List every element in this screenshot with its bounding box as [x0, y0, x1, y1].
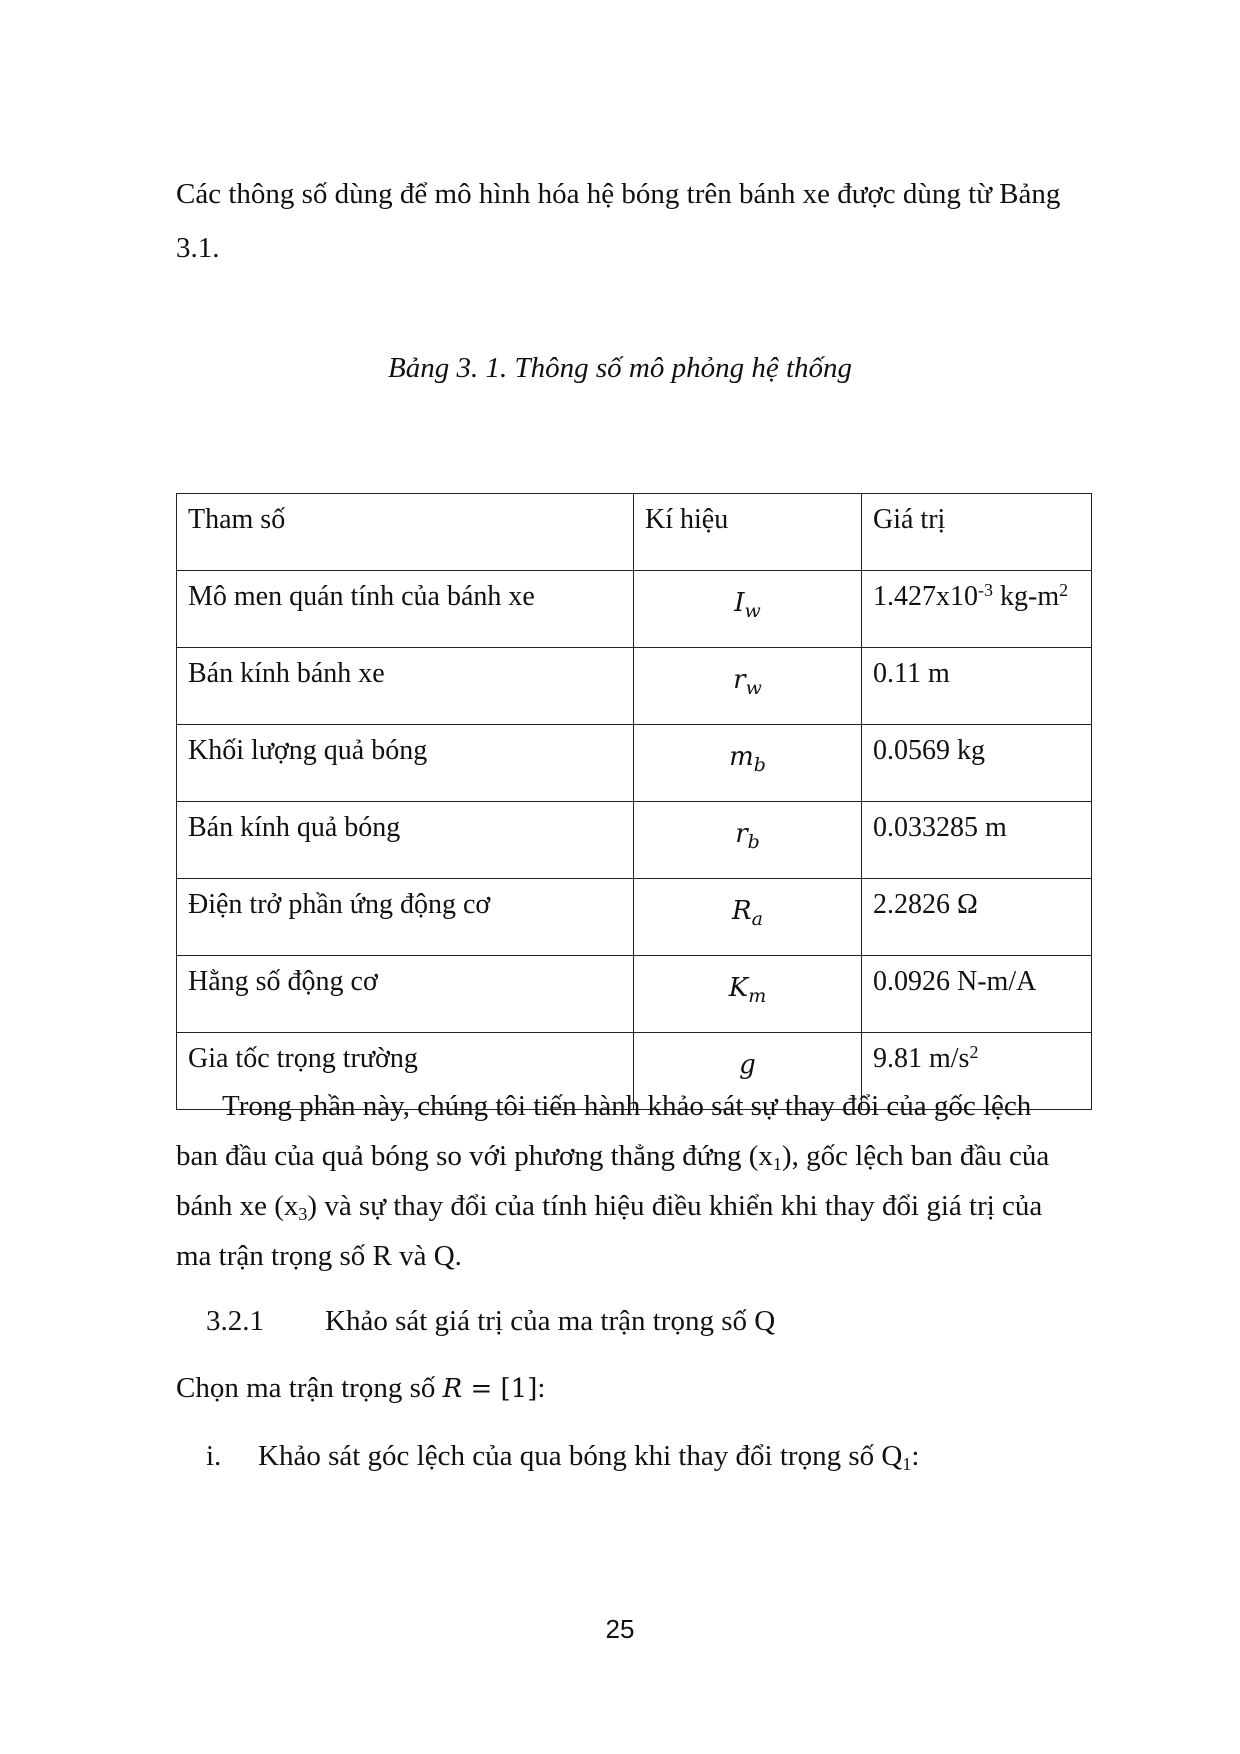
table-row: [177, 879, 1092, 956]
table-row: [177, 648, 1092, 725]
parameter-value: $1.427x10^{-3}$ $kg-m^2$: [862, 571, 1092, 648]
table-header-row: [177, 494, 1092, 571]
table-row: [177, 802, 1092, 879]
header-symbol: Kí hiệu: [634, 494, 862, 571]
page-number: 25: [605, 1614, 635, 1644]
parameter-value: 9.81 $m/s^2$: [862, 1033, 1092, 1110]
parameter-name: Gia tốc trọng trường: [177, 1033, 634, 1110]
section-number: 3.2.1: [206, 1305, 264, 1337]
section-title: Khảo sát giá trị của ma trận trọng số Q: [325, 1305, 776, 1337]
table-row: [177, 571, 1092, 648]
parameter-value: 0.11 m: [862, 648, 1092, 725]
parameter-value: 2.2826 Ω: [862, 879, 1092, 956]
parameter-name: Khối lượng quả bóng: [177, 725, 634, 802]
paragraph-line-1: Trong phần này, chúng tôi tiến hành khảo sát sự thay đổi của gốc lệch: [222, 1090, 1032, 1122]
list-marker: i.: [206, 1440, 222, 1472]
parameter-symbol: $m_b$: [634, 725, 862, 802]
table-caption: Bảng 3. 1. Thông số mô phỏng hệ thống: [388, 352, 852, 384]
parameter-value: 0.033285 m: [862, 802, 1092, 879]
parameter-name: Bán kính quả bóng: [177, 802, 634, 879]
parameter-symbol: $r_b$: [634, 802, 862, 879]
intro-line-2: 3.1.: [176, 232, 220, 264]
parameter-name: Mô men quán tính của bánh xe: [177, 571, 634, 648]
table-row: [177, 956, 1092, 1033]
paragraph-line-4: ma trận trọng số R và Q.: [176, 1240, 462, 1272]
paragraph-line-3: bánh xe $(x_3)$ và sự thay đổi của tính hiệu điều khiển khi thay đổi giá trị của: [176, 1190, 1043, 1224]
intro-line-1: Các thông số dùng để mô hình hóa hệ bóng trên bánh xe được dùng từ Bảng: [176, 178, 1061, 210]
parameter-value: 0.0926 N-m/A: [862, 956, 1092, 1033]
table-row: [177, 725, 1092, 802]
parameter-name: Hằng số động cơ: [177, 956, 634, 1033]
header-value: Giá trị: [862, 494, 1092, 571]
parameter-symbol: $K_m$: [634, 956, 862, 1033]
parameter-symbol: $r_w$: [634, 648, 862, 725]
parameter-name: Điện trở phần ứng động cơ: [177, 879, 634, 956]
header-parameter: Tham số: [177, 494, 634, 571]
parameter-value: 0.0569 kg: [862, 725, 1092, 802]
parameter-table: [176, 493, 1092, 1110]
parameter-symbol: $R_a$: [634, 879, 862, 956]
choose-r-line: Chọn ma trận trọng số R = [1]:: [176, 1372, 546, 1404]
paragraph-line-2: ban đầu của quả bóng so với phương thẳng đứng $(x_1)$, gốc lệch ban đầu của: [176, 1140, 1050, 1174]
parameter-name: Bán kính bánh xe: [177, 648, 634, 725]
parameter-symbol: $I_w$: [634, 571, 862, 648]
list-item-text: Khảo sát góc lệch của qua bóng khi thay đổi trọng số $Q_1$:: [258, 1440, 920, 1474]
parameter-symbol: g: [634, 1033, 862, 1110]
